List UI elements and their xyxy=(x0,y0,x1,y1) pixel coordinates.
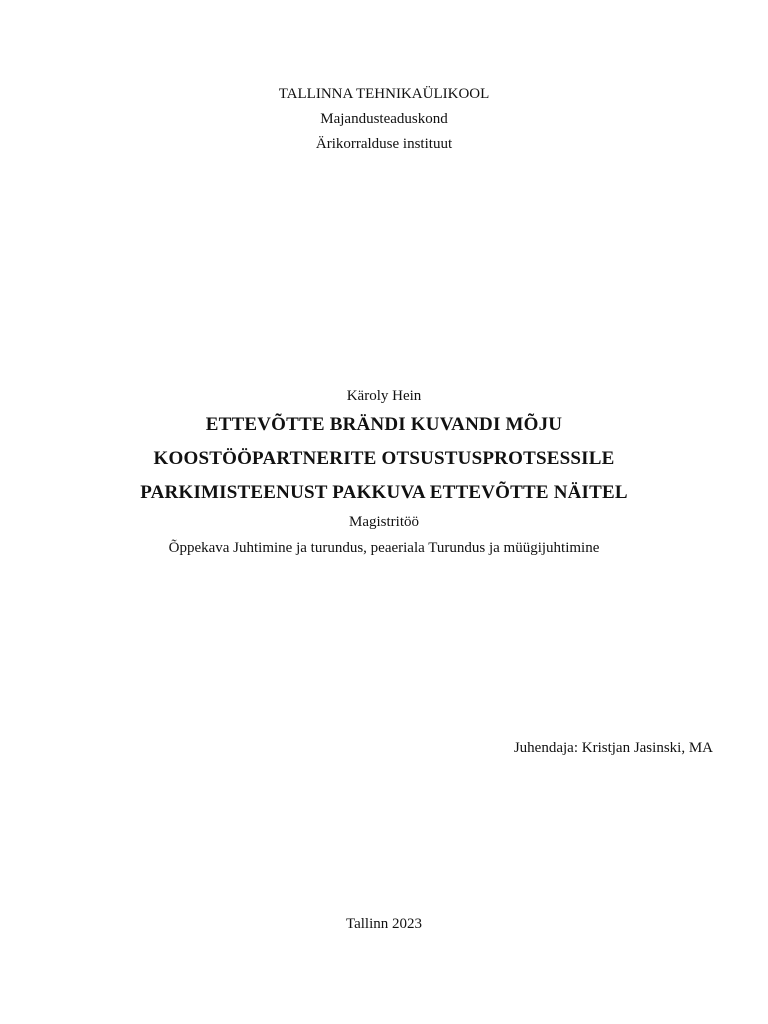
institute-name: Ärikorralduse instituut xyxy=(315,136,453,152)
thesis-type: Magistritöö xyxy=(349,514,419,530)
curriculum: Õppekava Juhtimine ja turundus, peaeriala Turundus ja müügijuhtimine xyxy=(168,540,600,556)
place-and-year: Tallinn 2023 xyxy=(345,916,423,932)
supervisor: Juhendaja: Kristjan Jasinski, MA xyxy=(513,740,713,756)
university-name: TALLINNA TEHNIKAÜLIKOOL xyxy=(278,86,490,102)
thesis-title-line-3: PARKIMISTEENUST PAKKUVA ETTEVÕTTE NÄITEL xyxy=(140,482,628,503)
faculty-name: Majandusteaduskond xyxy=(320,111,448,127)
thesis-title-line-1: ETTEVÕTTE BRÄNDI KUVANDI MÕJU xyxy=(205,414,563,435)
thesis-title-line-2: KOOSTÖÖPARTNERITE OTSUSTUSPROTSESSILE xyxy=(153,448,615,469)
author-name: Käroly Hein xyxy=(346,388,422,404)
